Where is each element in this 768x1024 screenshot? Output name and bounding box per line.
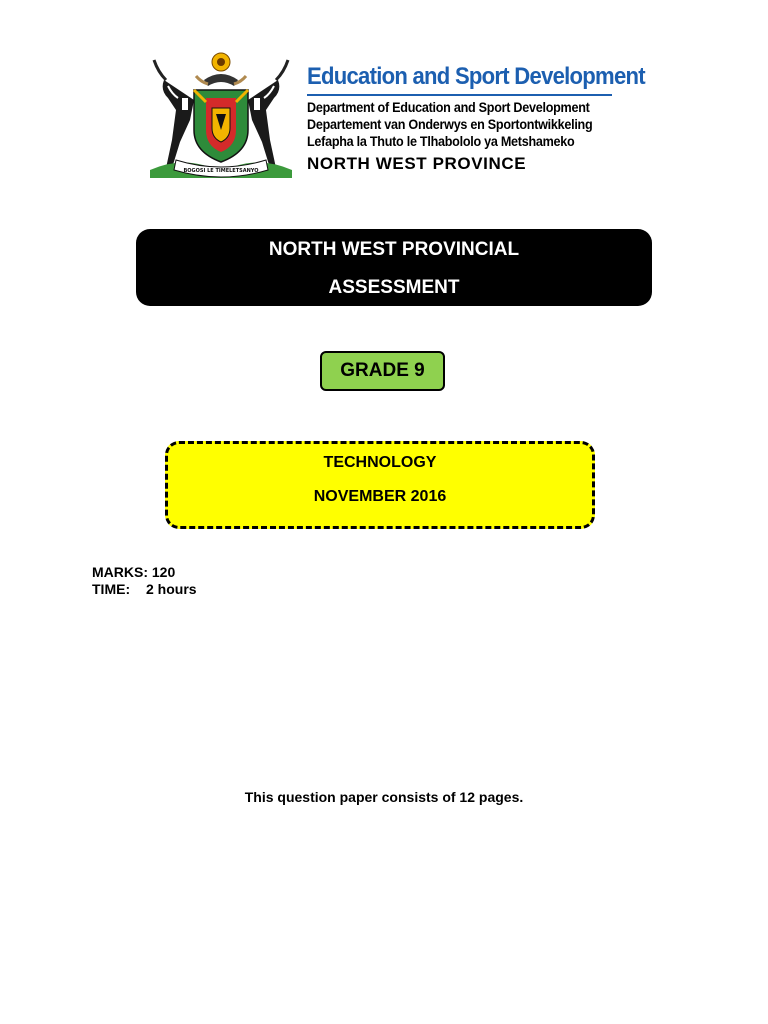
pages-note: This question paper consists of 12 pages.	[244, 789, 524, 805]
shield-icon	[194, 90, 248, 162]
exam-date: NOVEMBER 2016	[313, 488, 447, 505]
header-divider	[307, 94, 612, 96]
marks-value: 120	[151, 564, 176, 580]
banner-line-1: NORTH WEST PROVINCIAL	[268, 239, 520, 260]
crest-sun-icon	[212, 53, 230, 71]
marks-row	[92, 564, 197, 581]
marks-label: MARKS:	[92, 564, 148, 580]
time-value: 2 hours	[146, 581, 197, 597]
department-line-english: Department of Education and Sport Development	[307, 99, 590, 115]
department-line-afrikaans: Departement van Onderwys en Sportontwikkeling	[307, 116, 593, 132]
department-title: Education and Sport Development	[307, 63, 645, 90]
exam-details	[92, 564, 197, 598]
banner-line-2: ASSESSMENT	[328, 277, 460, 298]
subject-name: TECHNOLOGY	[323, 454, 437, 471]
subject-box	[165, 441, 595, 529]
right-antelope-icon	[248, 60, 288, 168]
department-line-setswana: Lefapha la Thuto le Tlhabololo ya Metshameko	[307, 133, 575, 149]
crest-motto: BOGOSI LE TIMELETSANYO	[183, 168, 259, 174]
grade-badge: GRADE 9	[320, 351, 445, 391]
time-row	[92, 581, 197, 598]
province-name: NORTH WEST PROVINCE	[307, 154, 527, 173]
assessment-banner	[136, 229, 652, 306]
coat-of-arms-logo	[146, 50, 296, 182]
department-header	[307, 62, 645, 175]
left-antelope-icon	[154, 60, 194, 168]
time-label: TIME:	[92, 581, 131, 597]
